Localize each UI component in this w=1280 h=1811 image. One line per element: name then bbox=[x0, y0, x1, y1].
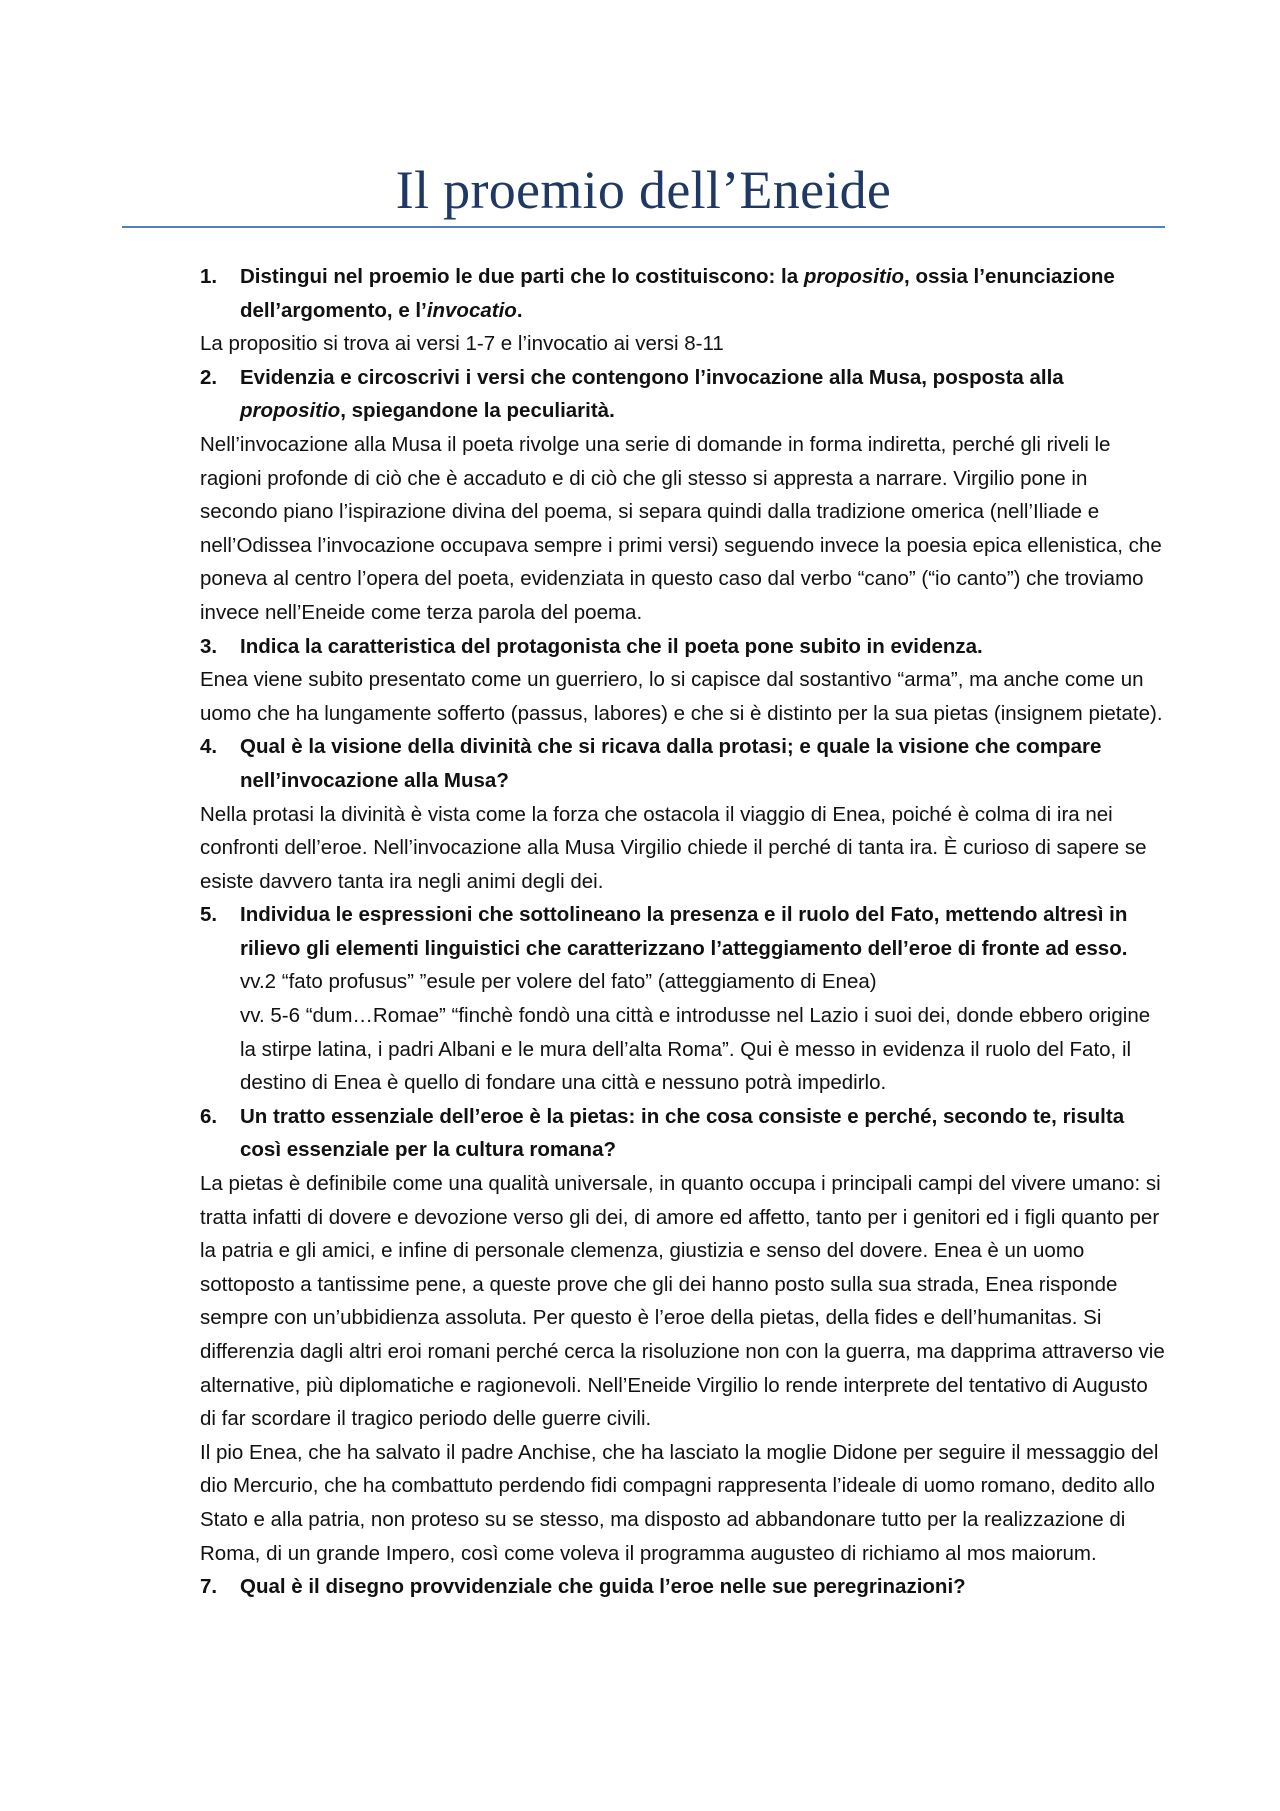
question-text: Un tratto essenziale dell’eroe è la pietas: in che cosa consiste e perché, secondo te, risulta così essenziale per la cultura romana? bbox=[240, 1104, 1125, 1162]
question-emphasis: propositio bbox=[803, 265, 905, 288]
question-text: Indica la caratteristica del protagonista che il poeta pone subito in evidenza. bbox=[240, 634, 983, 658]
answer-4: Nella protasi la divinità è vista come la forza che ostacola il viaggio di Enea, poiché è colma di ira nei confronti dell’eroe. Nell’invocazione alla Musa Virgilio chiede il perché di tanta ira. È curioso di sapere se esiste davvero tanta ira negli animi degli dei. bbox=[200, 802, 1147, 893]
question-5 bbox=[200, 898, 1166, 965]
question-6 bbox=[200, 1100, 1166, 1167]
answer-1: La propositio si trova ai versi 1-7 e l’invocatio ai versi 8-11 bbox=[200, 332, 724, 356]
question-emphasis: invocatio bbox=[426, 298, 517, 322]
answer-6-paragraph-1: La pietas è definibile come una qualità universale, in quanto occupa i principali campi del vivere umano: si tratta infatti di dovere e devozione verso gli dei, di amore ed affetto, tanto per i genitori ed i figli quanto per la patria e gli amici, e infine di personale clemenza, giustizia e senso del dovere. Enea è un uomo sottoposto a tantissime pene, a queste prove che gli dei hanno posto sulla sua strada, Enea risponde sempre con un’ubbidienza assoluta. Per questo è l’eroe della pietas, della fides e dell’humanitas. Si differenzia dagli altri eroi romani perché cerca la risoluzione non con la guerra, ma dapprima attraverso vie alternative, più diplomatiche e ragionevoli. Nell’Eneide Virgilio lo rende interprete del tentativo di Augusto di far scordare il tragico periodo delle guerre civili. bbox=[200, 1172, 1165, 1431]
question-text: Qual è la visione della divinità che si ricava dalla protasi; e quale la visione che compare nell’invocazione alla Musa? bbox=[240, 735, 1102, 792]
question-number: 1. bbox=[200, 265, 218, 288]
question-7 bbox=[200, 1570, 1166, 1604]
question-2 bbox=[200, 361, 1166, 428]
question-number: 3. bbox=[200, 634, 218, 658]
question-text: . bbox=[516, 298, 523, 322]
question-text: Evidenzia e circoscrivi i versi che contengono l’invocazione alla Musa, posposta alla bbox=[240, 365, 1064, 389]
question-text: , ossia l’enunciazione dell’argomento, e l’ bbox=[240, 265, 1115, 322]
question-number: 6. bbox=[200, 1104, 218, 1128]
question-number: 2. bbox=[200, 365, 218, 389]
answer-3: Enea viene subito presentato come un guerriero, lo si capisce dal sostantivo “arma”, ma anche come un uomo che ha lungamente sofferto (passus, labores) e che si è distinto per la sua pietas (insignem pietate). bbox=[200, 668, 1163, 725]
page-title: Il proemio dell’Eneide bbox=[395, 160, 892, 220]
answer-5-line-2: vv. 5-6 “dum…Romae” “finchè fondò una città e introdusse nel Lazio i suoi dei, donde ebbero origine la stirpe latina, i padri Albani e le mura dell’alta Roma”. Qui è messo in evidenza il ruolo del Fato, il destino di Enea è quello di fondare una città e nessuno potrà impedirlo. bbox=[240, 1004, 1151, 1095]
question-1 bbox=[200, 260, 1166, 327]
question-text: Distingui nel proemio le due parti che lo costituiscono: la bbox=[240, 265, 804, 288]
question-emphasis: propositio bbox=[240, 399, 341, 423]
question-number: 7. bbox=[200, 1575, 218, 1599]
answer-6-paragraph-2: Il pio Enea, che ha salvato il padre Anchise, che ha lasciato la moglie Didone per seguire il messaggio del dio Mercurio, che ha combattuto perdendo fidi compagni rappresenta l’ideale di uomo romano, dedito allo Stato e alla patria, non proteso su se stesso, ma disposto ad abbandonare tutto per la realizzazione di Roma, di un grande Impero, così come voleva il programma augusteo di richiamo al mos maiorum. bbox=[200, 1440, 1159, 1565]
document-body bbox=[200, 260, 1166, 1604]
question-number: 5. bbox=[200, 903, 218, 927]
question-number: 4. bbox=[200, 735, 218, 759]
question-4 bbox=[200, 730, 1166, 797]
question-text: , spiegandone la peculiarità. bbox=[340, 399, 615, 423]
question-text: Individua le espressioni che sottolineano la presenza e il ruolo del Fato, mettendo altresì in rilievo gli elementi linguistici che caratterizzano l’atteggiamento dell’eroe di fronte ad esso. bbox=[240, 903, 1128, 960]
answer-2: Nell’invocazione alla Musa il poeta rivolge una serie di domande in forma indiretta, perché gli riveli le ragioni profonde di ciò che è accaduto e di ciò che gli stesso si appresta a narrare. Virgilio pone in secondo piano l’ispirazione divina del poema, si separa quindi dalla tradizione omerica (nell’Iliade e nell’Odissea l’invocazione occupava sempre i primi versi) seguendo invece la poesia epica ellenistica, che poneva al centro l’opera del poeta, evidenziata in questo caso dal verbo “cano” (“io canto”) che troviamo invece nell’Eneide come terza parola del poema. bbox=[200, 432, 1162, 624]
answer-5-line-1: vv.2 “fato profusus” ”esule per volere del fato” (atteggiamento di Enea) bbox=[240, 970, 877, 994]
question-text: Qual è il disegno provvidenziale che guida l’eroe nelle sue peregrinazioni? bbox=[240, 1575, 966, 1599]
title-underline bbox=[122, 226, 1165, 228]
question-3 bbox=[200, 630, 1166, 664]
